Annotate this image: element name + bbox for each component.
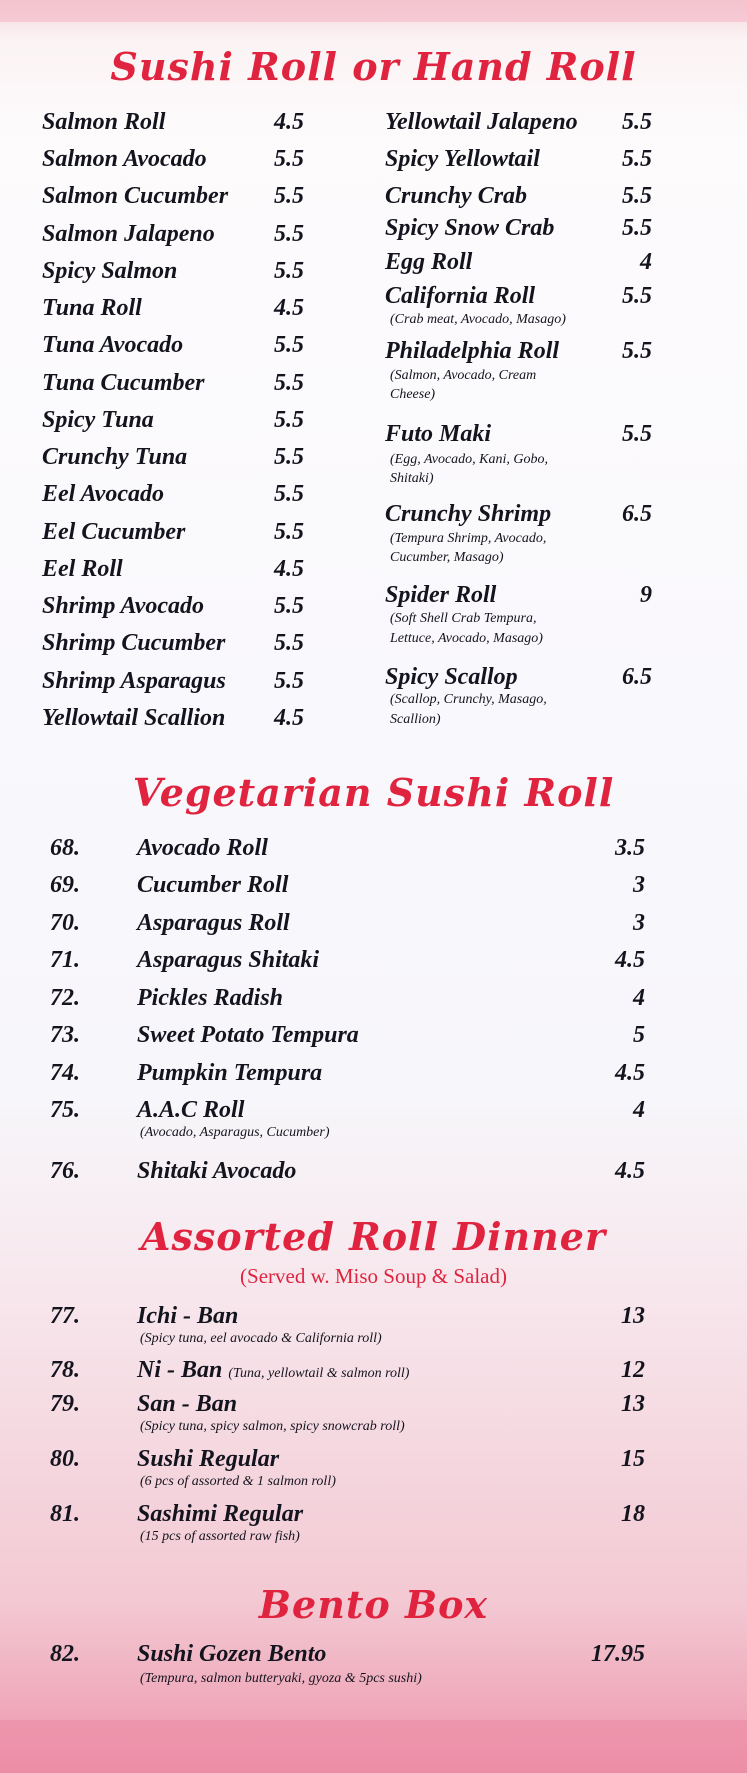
- menu-item-description: Cucumber, Masago): [390, 550, 504, 565]
- menu-item-price: 4.5: [274, 109, 304, 135]
- menu-item-description: Lettuce, Avocado, Masago): [390, 631, 543, 646]
- menu-item-price: 5.5: [274, 221, 304, 247]
- menu-item-price: 13: [621, 1391, 645, 1417]
- menu-item-description: (Salmon, Avocado, Cream: [390, 368, 537, 383]
- menu-item-name: Yellowtail Scallion: [42, 705, 226, 731]
- menu-item-price: 13: [621, 1303, 645, 1329]
- menu-item-description: (15 pcs of assorted raw fish): [140, 1529, 300, 1544]
- menu-item-name: Eel Avocado: [42, 481, 164, 507]
- menu-item-name: Shrimp Asparagus: [42, 668, 226, 694]
- menu-item-price: 4.5: [615, 1158, 645, 1184]
- menu-item-price: 5.5: [274, 370, 304, 396]
- menu-item-price: 3.5: [615, 835, 645, 861]
- menu-item-price: 4: [633, 985, 645, 1011]
- menu-item-price: 4: [640, 249, 652, 275]
- menu-item-price: 5.5: [274, 444, 304, 470]
- menu-item-price: 5.5: [274, 332, 304, 358]
- menu-item-name-text: Ni - Ban: [137, 1357, 223, 1383]
- menu-item-description: (Tuna, yellowtail & salmon roll): [228, 1366, 410, 1381]
- menu-item-price: 5.5: [274, 630, 304, 656]
- menu-item-name: Futo Maki: [385, 421, 492, 447]
- menu-item-name: Pickles Radish: [137, 985, 284, 1011]
- menu-item-number: 81.: [50, 1501, 80, 1527]
- menu-item-name: Egg Roll: [385, 249, 473, 275]
- menu-item-price: 5.5: [622, 338, 652, 364]
- menu-item-price: 6.5: [622, 501, 652, 527]
- menu-item-name: Avocado Roll: [137, 835, 268, 861]
- menu-item-price: 3: [633, 872, 645, 898]
- menu-item-price: 5.5: [622, 215, 652, 241]
- menu-item-price: 18: [621, 1501, 645, 1527]
- menu-item-price: 5.5: [274, 146, 304, 172]
- menu-item-name: Salmon Jalapeno: [42, 221, 215, 247]
- menu-item-price: 6.5: [622, 664, 652, 690]
- menu-item-number: 73.: [50, 1022, 80, 1048]
- menu-item-price: 5.5: [622, 109, 652, 135]
- menu-item-name: Salmon Cucumber: [42, 183, 229, 209]
- menu-item-name: Tuna Cucumber: [42, 370, 205, 396]
- menu-item-name: Tuna Avocado: [42, 332, 184, 358]
- menu-item-number: 70.: [50, 910, 80, 936]
- menu-item-price: 5.5: [274, 183, 304, 209]
- menu-item-name: Crunchy Tuna: [42, 444, 188, 470]
- menu-item-description: (Spicy tuna, spicy salmon, spicy snowcrab roll): [140, 1419, 405, 1434]
- menu-item-name: Shrimp Avocado: [42, 593, 205, 619]
- menu-item-price: 5.5: [622, 146, 652, 172]
- menu-item-name: Shrimp Cucumber: [42, 630, 226, 656]
- menu-item-price: 4.5: [615, 1060, 645, 1086]
- top-decor-band: [0, 0, 747, 22]
- menu-item-name: California Roll: [385, 283, 536, 309]
- menu-item-price: 5.5: [622, 421, 652, 447]
- menu-item-price: 4.5: [274, 705, 304, 731]
- bottom-decor-band: [0, 1720, 747, 1773]
- menu-item-price: 5.5: [274, 407, 304, 433]
- menu-item-name: Philadelphia Roll: [385, 338, 560, 364]
- menu-item-name: Sushi Gozen Bento: [137, 1641, 327, 1667]
- menu-item-name: Eel Cucumber: [42, 519, 186, 545]
- menu-item-price: 5.5: [274, 668, 304, 694]
- menu-item-price: 5.5: [622, 183, 652, 209]
- menu-item-price: 5.5: [622, 283, 652, 309]
- menu-item-price: 17.95: [591, 1641, 645, 1667]
- menu-item-number: 79.: [50, 1391, 80, 1417]
- menu-item-description: (Spicy tuna, eel avocado & California roll): [140, 1331, 382, 1346]
- menu-item-price: 4.5: [274, 556, 304, 582]
- menu-item-name: Tuna Roll: [42, 295, 142, 321]
- menu-item-number: 77.: [50, 1303, 80, 1329]
- menu-item-number: 72.: [50, 985, 80, 1011]
- menu-item-name: Crunchy Shrimp: [385, 501, 552, 527]
- menu-item-number: 76.: [50, 1158, 80, 1184]
- menu-item-price: 15: [621, 1446, 645, 1472]
- menu-item-price: 4.5: [274, 295, 304, 321]
- menu-item-name: Salmon Roll: [42, 109, 166, 135]
- menu-item-description: (Egg, Avocado, Kani, Gobo,: [390, 452, 549, 467]
- menu-item-name: Ichi - Ban: [137, 1303, 239, 1329]
- menu-item-price: 4: [633, 1097, 645, 1123]
- menu-item-name: Crunchy Crab: [385, 183, 528, 209]
- menu-item-price: 9: [640, 582, 652, 608]
- menu-item-number: 75.: [50, 1097, 80, 1123]
- menu-item-name: Sushi Regular: [137, 1446, 280, 1472]
- menu-item-name: Sweet Potato Tempura: [137, 1022, 359, 1048]
- menu-item-price: 3: [633, 910, 645, 936]
- menu-item-price: 5.5: [274, 481, 304, 507]
- menu-item-name: Asparagus Shitaki: [137, 947, 320, 973]
- menu-item-name: Spider Roll: [385, 582, 497, 608]
- menu-item-price: 5.5: [274, 258, 304, 284]
- menu-item-price: 5.5: [274, 519, 304, 545]
- menu-item-price: 4.5: [615, 947, 645, 973]
- menu-item-name: Sashimi Regular: [137, 1501, 304, 1527]
- section-title-sushi-roll: Sushi Roll or Hand Roll: [110, 44, 637, 89]
- menu-item-description: Cheese): [390, 387, 436, 402]
- menu-item-name: Spicy Snow Crab: [385, 215, 555, 241]
- menu-item-description: (Avocado, Asparagus, Cucumber): [140, 1125, 330, 1140]
- menu-item-name: Eel Roll: [42, 556, 123, 582]
- menu-item-name: Spicy Salmon: [42, 258, 178, 284]
- menu-item-name: Spicy Tuna: [42, 407, 154, 433]
- menu-item-name: San - Ban: [137, 1391, 238, 1417]
- menu-item-description: (Soft Shell Crab Tempura,: [390, 611, 537, 626]
- menu-item-name: Salmon Avocado: [42, 146, 207, 172]
- section-subtitle-assorted: (Served w. Miso Soup & Salad): [240, 1264, 507, 1288]
- menu-item-number: 68.: [50, 835, 80, 861]
- menu-item-description: Shitaki): [390, 471, 434, 486]
- menu-item-description: (Tempura, salmon butteryaki, gyoza & 5pcs sushi): [140, 1671, 422, 1686]
- menu-item-name: A.A.C Roll: [137, 1097, 245, 1123]
- menu-item-description: (Crab meat, Avocado, Masago): [390, 312, 566, 327]
- menu-item-number: 78.: [50, 1357, 80, 1383]
- menu-item-number: 71.: [50, 947, 80, 973]
- menu-item-price: 5.5: [274, 593, 304, 619]
- section-title-vegetarian: Vegetarian Sushi Roll: [132, 770, 615, 815]
- section-title-bento: Bento Box: [258, 1582, 489, 1627]
- menu-item-number: 80.: [50, 1446, 80, 1472]
- menu-item-description: Scallion): [390, 712, 441, 727]
- menu-item-number: 69.: [50, 872, 80, 898]
- menu-item-description: (6 pcs of assorted & 1 salmon roll): [140, 1474, 336, 1489]
- menu-item-name: Shitaki Avocado: [137, 1158, 297, 1184]
- menu-item-name: Spicy Scallop: [385, 664, 518, 690]
- menu-item-name: Pumpkin Tempura: [137, 1060, 323, 1086]
- menu-item-name: [137, 1356, 409, 1388]
- menu-item-price: 12: [621, 1357, 645, 1383]
- menu-item-description: (Tempura Shrimp, Avocado,: [390, 531, 547, 546]
- menu-item-number: 74.: [50, 1060, 80, 1086]
- menu-item-price: 5: [633, 1022, 645, 1048]
- menu-item-name: Yellowtail Jalapeno: [385, 109, 578, 135]
- section-title-assorted: Assorted Roll Dinner: [140, 1214, 607, 1259]
- menu-item-name: Spicy Yellowtail: [385, 146, 540, 172]
- menu-item-name: Asparagus Roll: [137, 910, 290, 936]
- menu-item-description: (Scallop, Crunchy, Masago,: [390, 692, 547, 707]
- menu-item-name: Cucumber Roll: [137, 872, 289, 898]
- menu-item-number: 82.: [50, 1641, 80, 1667]
